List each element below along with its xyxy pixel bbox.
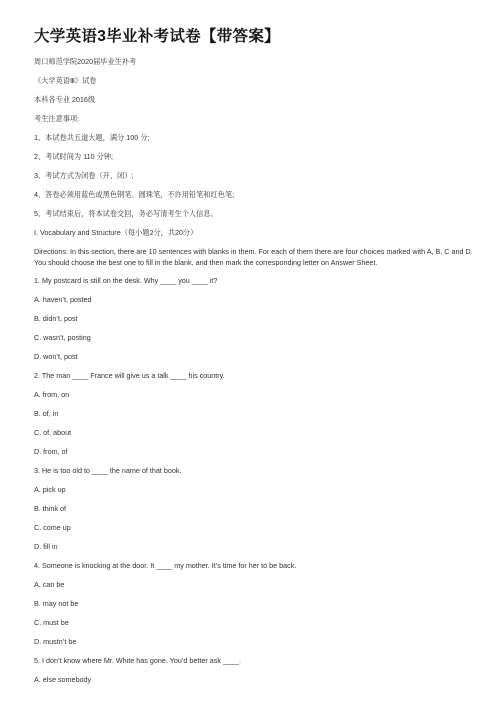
exam-grade: 本科各专业 2016级 <box>34 95 96 104</box>
exam-course: 《大学英语Ⅲ》试卷 <box>34 76 97 85</box>
note-item: 2、考试时间为 110 分钟; <box>34 152 113 161</box>
note-item: 1、本试卷共五道大题，满分 100 分; <box>34 133 150 142</box>
question-option: A. pick up <box>34 485 66 494</box>
question-option: D. mustn’t be <box>34 637 77 646</box>
question-option: A. else somebody <box>34 675 92 684</box>
question-stem: 3. He is too old to ____ the name of that book. <box>34 466 182 475</box>
section-heading: I. Vocabulary and Structure（每小题2分，共20分） <box>34 228 198 237</box>
question-option: D. won’t, post <box>34 352 78 361</box>
question-option: A. from, on <box>34 390 70 399</box>
question-option: C. of, about <box>34 428 72 437</box>
question-option: C. come up <box>34 523 71 532</box>
question-option: C. wasn’t, posting <box>34 333 91 342</box>
note-item: 3、考试方式为闭卷（开、闭）; <box>34 171 134 180</box>
question-stem: 2. The man ____ France will give us a talk ____ his country. <box>34 371 225 380</box>
note-item: 5、考试结束后，将本试卷交回，务必写清考生个人信息。 <box>34 209 218 218</box>
page-title: 大学英语3毕业补考试卷【带答案】 <box>34 28 280 45</box>
question-option: A. haven’t, posted <box>34 295 92 304</box>
question-stem: 5. I don’t know where Mr. White has gone. You’d better ask ____. <box>34 656 241 665</box>
question-option: B. may not be <box>34 599 79 608</box>
note-item: 4、答卷必须用蓝色或黑色钢笔、圆珠笔，不许用铅笔和红色笔; <box>34 190 235 199</box>
notes-heading: 考生注意事项: <box>34 114 80 123</box>
question-option: B. think of <box>34 504 66 513</box>
question-option: D. fill in <box>34 542 58 551</box>
exam-institution: 周口师范学院2020届毕业生补考 <box>34 57 137 66</box>
section-directions: Directions: In this section, there are 10 sentences with blanks in them. For each of them there are four choices marked with A, B, C and D. You should choose the best one to fill in the blank, and then mark the corresponding letter on Answer Sheet. <box>34 247 473 267</box>
question-option: B. didn’t, post <box>34 314 78 323</box>
question-option: C. must be <box>34 618 69 627</box>
question-option: D. from, of <box>34 447 68 456</box>
question-stem: 1. My postcard is still on the desk. Why ____ you ____ it? <box>34 276 218 285</box>
question-option: A. can be <box>34 580 65 589</box>
question-option: B. of, in <box>34 409 59 418</box>
question-stem: 4. Someone is knocking at the door. It ____ my mother. It’s time for her to be back. <box>34 561 297 570</box>
